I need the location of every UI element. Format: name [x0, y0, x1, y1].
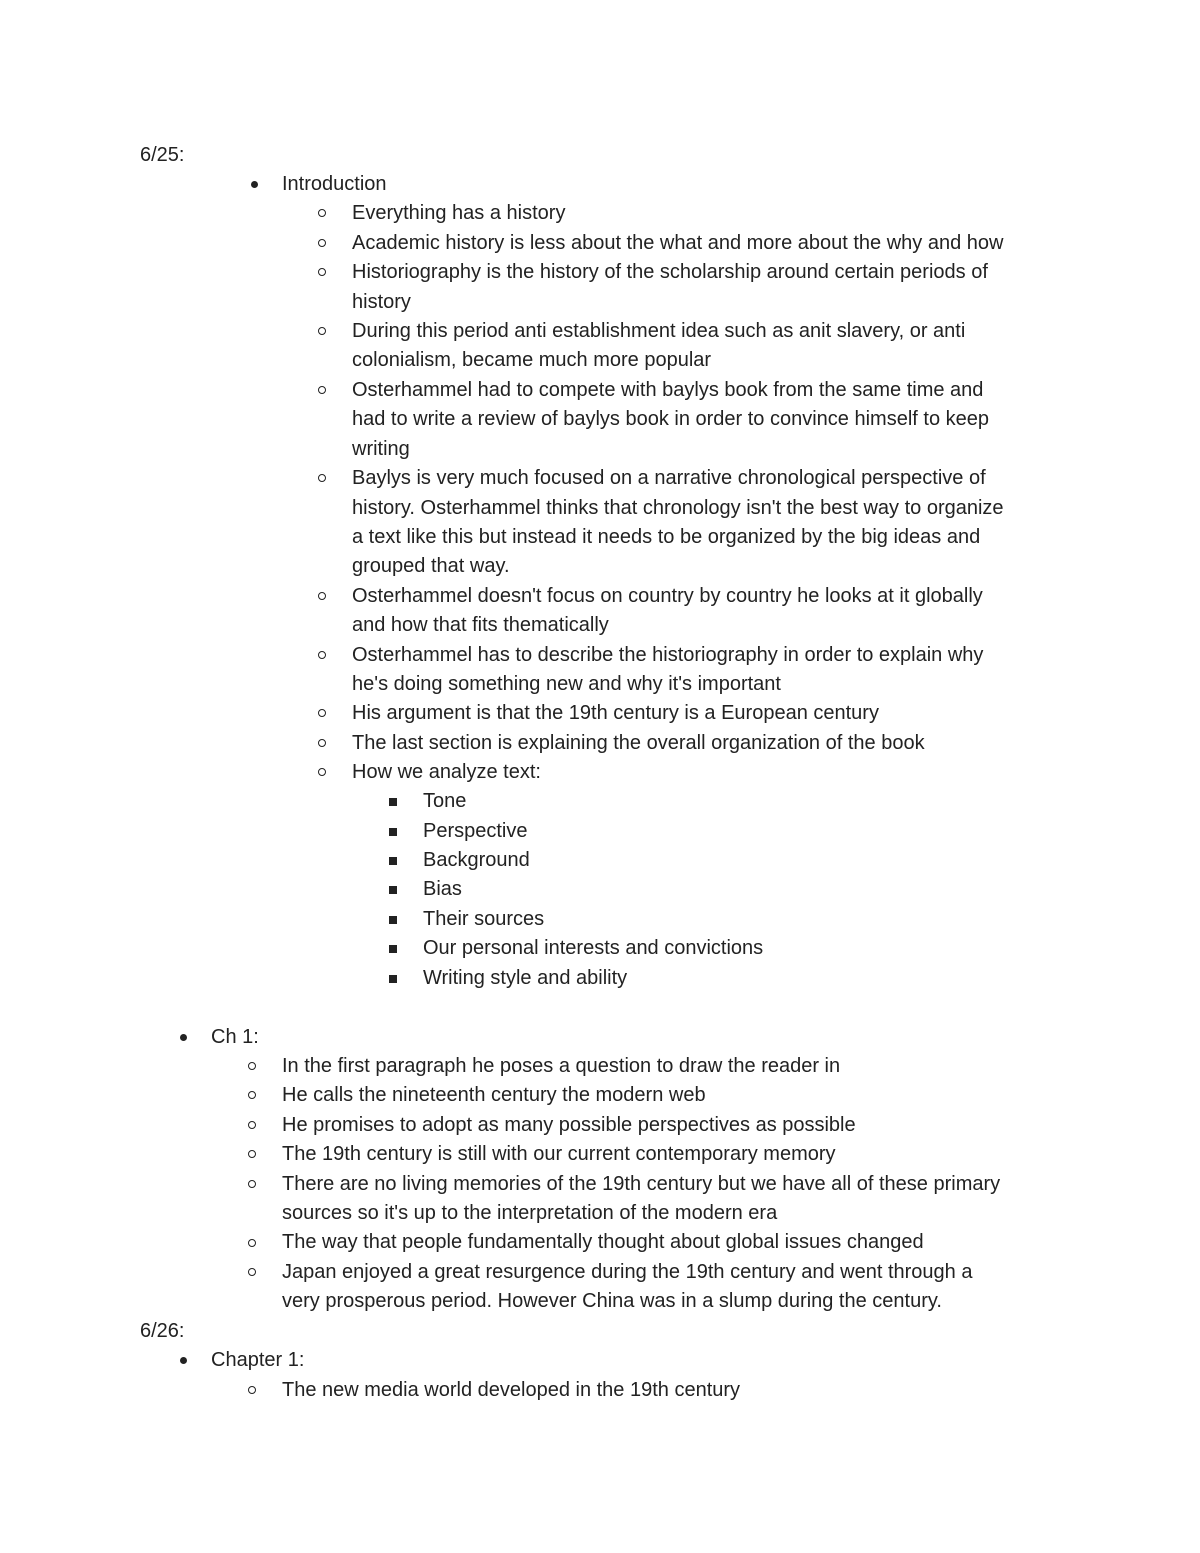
bullet-circle [318, 474, 326, 482]
note-line: writing [352, 438, 410, 460]
analyze-point: Bias [423, 878, 462, 900]
note-line: The way that people fundamentally thought about global issues changed [282, 1231, 924, 1253]
bullet-circle [248, 1180, 256, 1188]
note-line: Japan enjoyed a great resurgence during the 19th century and went through a [282, 1261, 973, 1283]
date-heading: 6/26: [140, 1320, 185, 1342]
note-line: sources so it's up to the interpretation of the modern era [282, 1202, 778, 1224]
note-line: history. Osterhammel thinks that chronology isn't the best way to organize [352, 497, 1004, 519]
note-line: There are no living memories of the 19th century but we have all of these primary [282, 1173, 1001, 1195]
bullet-circle [248, 1386, 256, 1394]
bullet-circle [318, 651, 326, 659]
bullet-square [389, 798, 397, 806]
bullet-circle [318, 739, 326, 747]
note-line: very prosperous period. However China was in a slump during the century. [282, 1290, 942, 1312]
bullet-disc [180, 1034, 187, 1041]
note-line: Baylys is very much focused on a narrative chronological perspective of [352, 467, 986, 489]
bullet-circle [248, 1239, 256, 1247]
note-line: Osterhammel has to describe the historiography in order to explain why [352, 644, 984, 666]
note-line: The new media world developed in the 19th century [282, 1379, 741, 1401]
note-line: grouped that way. [352, 555, 510, 577]
bullet-circle [318, 239, 326, 247]
bullet-disc [180, 1357, 187, 1364]
bullet-circle [318, 768, 326, 776]
bullet-circle [248, 1150, 256, 1158]
analyze-point: Background [423, 849, 530, 871]
analyze-point: Our personal interests and convictions [423, 937, 764, 959]
analyze-point: Perspective [423, 820, 528, 842]
note-line: His argument is that the 19th century is a European century [352, 702, 879, 724]
note-line: Osterhammel doesn't focus on country by country he looks at it globally [352, 585, 983, 607]
bullet-circle [248, 1091, 256, 1099]
bullet-square [389, 828, 397, 836]
bullet-square [389, 886, 397, 894]
note-line: In the first paragraph he poses a question to draw the reader in [282, 1055, 841, 1077]
note-line: He promises to adopt as many possible perspectives as possible [282, 1114, 856, 1136]
bullet-circle [248, 1268, 256, 1276]
note-line: Historiography is the history of the scholarship around certain periods of [352, 261, 988, 283]
note-line: How we analyze text: [352, 761, 541, 783]
bullet-square [389, 975, 397, 983]
analyze-point: Writing style and ability [423, 967, 628, 989]
bullet-square [389, 857, 397, 865]
bullet-circle [248, 1121, 256, 1129]
note-line: Academic history is less about the what and more about the why and how [352, 232, 1004, 254]
bullet-circle [318, 209, 326, 217]
note-line: colonialism, became much more popular [352, 349, 712, 371]
bullet-circle [318, 386, 326, 394]
analyze-point: Tone [423, 790, 467, 812]
note-line: He calls the nineteenth century the modern web [282, 1084, 706, 1106]
date-heading: 6/25: [140, 144, 185, 166]
bullet-square [389, 945, 397, 953]
topic-label: Introduction [282, 173, 387, 195]
bullet-circle [248, 1062, 256, 1070]
note-line: Osterhammel had to compete with baylys book from the same time and [352, 379, 984, 401]
note-line: and how that fits thematically [352, 614, 609, 636]
topic-label: Ch 1: [211, 1026, 259, 1048]
note-line: had to write a review of baylys book in order to convince himself to keep [352, 408, 989, 430]
topic-label: Chapter 1: [211, 1349, 305, 1371]
note-line: he's doing something new and why it's important [352, 673, 781, 695]
analyze-point: Their sources [423, 908, 545, 930]
note-line: history [352, 291, 411, 313]
bullet-circle [318, 327, 326, 335]
note-line: The last section is explaining the overall organization of the book [352, 732, 925, 754]
note-line: The 19th century is still with our current contemporary memory [282, 1143, 836, 1165]
bullet-circle [318, 268, 326, 276]
bullet-disc [251, 181, 258, 188]
note-line: During this period anti establishment idea such as anit slavery, or anti [352, 320, 966, 342]
bullet-circle [318, 709, 326, 717]
note-line: Everything has a history [352, 202, 566, 224]
bullet-square [389, 916, 397, 924]
note-line: a text like this but instead it needs to be organized by the big ideas and [352, 526, 981, 548]
bullet-circle [318, 592, 326, 600]
